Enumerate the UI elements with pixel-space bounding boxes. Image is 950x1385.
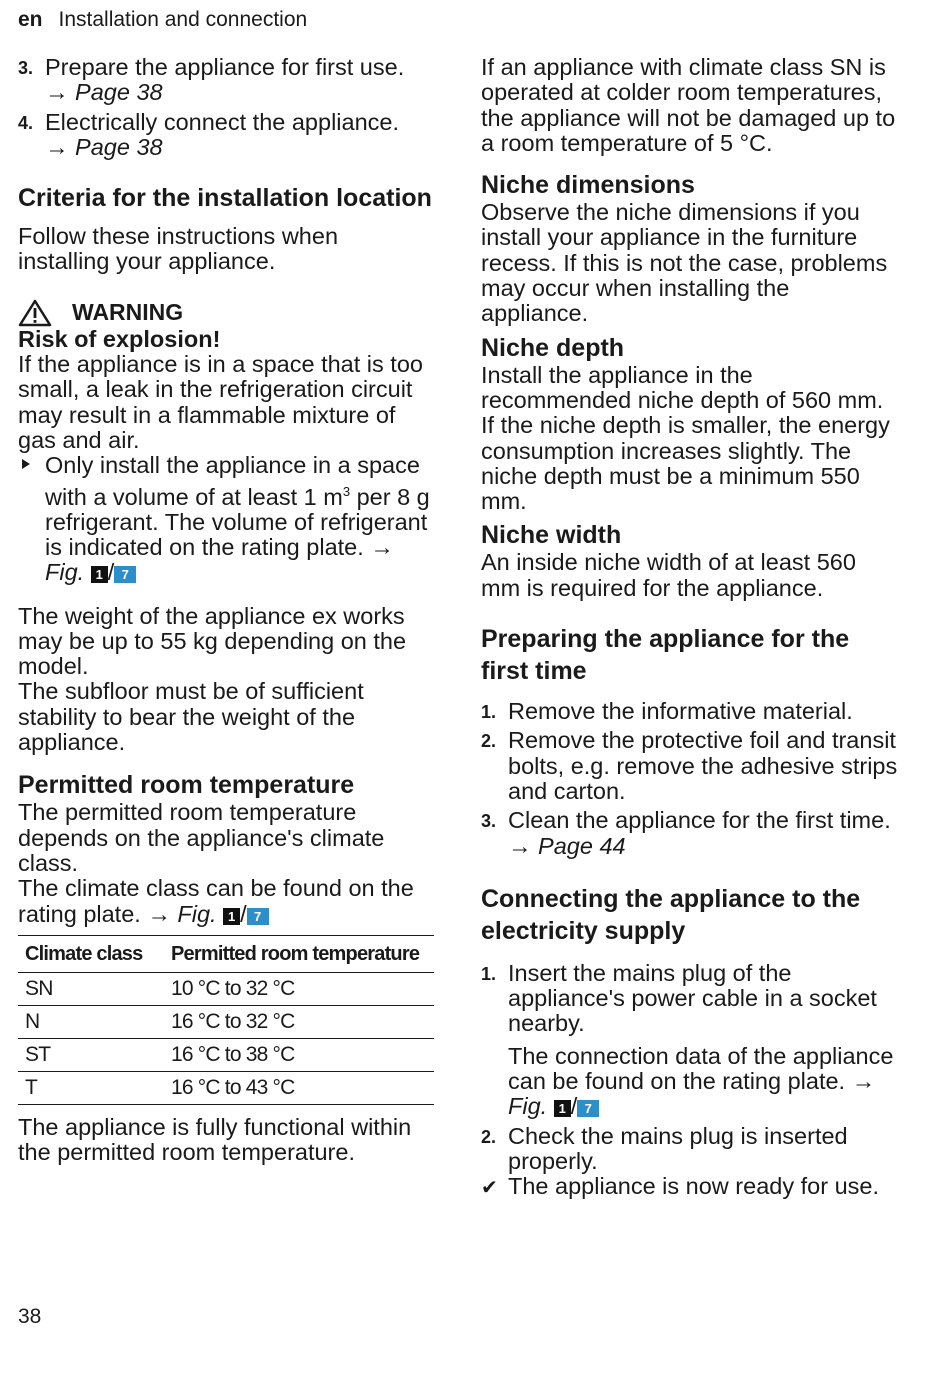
criteria-heading: Criteria for the installation location: [18, 184, 432, 213]
niche-width-heading: Niche width: [481, 521, 622, 550]
niche-depth-text: If the niche depth is smaller, the energy consumption increases slightly. The niche depth must be a minimum 550 mm.: [481, 412, 890, 515]
temperature-heading: Permitted room temperature: [18, 771, 355, 800]
arrow-icon: →: [147, 900, 171, 927]
bullet-icon: [22, 459, 30, 469]
figure-7-badge[interactable]: 7: [577, 1100, 599, 1117]
niche-depth-text: Install the appliance in the recommended niche depth of 560 mm.: [481, 361, 884, 413]
climate-sn-text: If an appliance with climate class SN is operated at colder room temperatures, the appliance will not be damaged up to a room temperature of 5 °C.: [481, 54, 896, 156]
continued-steps: [18, 55, 434, 160]
table-row: ST 16 °C to 38 °C: [18, 1038, 434, 1071]
page-number: 38: [18, 1305, 42, 1328]
arrow-icon: →: [851, 1068, 876, 1095]
page-reference[interactable]: Page 38: [75, 79, 163, 106]
warning-text: If the appliance is in a space that is too small, a leak in the refrigeration circuit may result in a flammable mixture of gas and air.: [18, 351, 423, 453]
page-header: [18, 8, 307, 32]
list-item: 3. Prepare the appliance for first use. → Page 38: [18, 54, 405, 106]
preparing-steps: [481, 699, 901, 859]
climate-class-table: [18, 935, 434, 1105]
section-title: Installation and connection: [58, 8, 308, 31]
niche-dimensions-text: Observe the niche dimensions if you install your appliance in the furniture recess. If this is not the case, problems may occur when installing the appliance.: [481, 199, 888, 327]
niche-depth-heading: Niche depth: [481, 333, 625, 362]
arrow-icon: →: [45, 133, 69, 160]
temperature-text: The climate class can be found on the rating plate. → Fig. 1 / 7: [18, 875, 414, 927]
column-header: Permitted room temperature: [164, 935, 434, 972]
connecting-heading: Connecting the appliance to the electricity supply: [481, 884, 861, 945]
figure-1-badge[interactable]: 1: [554, 1100, 571, 1117]
figure-reference[interactable]: Fig.: [508, 1093, 548, 1120]
preparing-heading: Preparing the appliance for the first time: [481, 625, 850, 686]
figure-1-badge[interactable]: 1: [91, 566, 108, 583]
table-row: T 16 °C to 43 °C: [18, 1071, 434, 1104]
column-header: Climate class: [18, 935, 164, 972]
arrow-icon: →: [370, 533, 394, 560]
temperature-text: The permitted room temperature depends on the appliance's climate class.: [18, 799, 385, 876]
figure-7-badge[interactable]: 7: [247, 908, 269, 925]
language-code: en: [18, 8, 43, 31]
weight-text: The weight of the appliance ex works may be up to 55 kg depending on the model.: [18, 602, 407, 680]
result-item: ✔ The appliance is now ready for use.: [481, 1174, 901, 1199]
warning-label: WARNING: [72, 299, 184, 326]
warning-title: Risk of explosion!: [18, 325, 221, 352]
arrow-icon: →: [45, 79, 69, 106]
niche-dimensions-heading: Niche dimensions: [481, 171, 695, 200]
criteria-intro: Follow these instructions when installing your appliance.: [18, 223, 339, 275]
table-row: N 16 °C to 32 °C: [18, 1005, 434, 1038]
warning-box: [18, 299, 434, 586]
arrow-icon: →: [508, 832, 532, 859]
figure-reference[interactable]: Fig.: [177, 900, 217, 927]
figure-7-badge[interactable]: 7: [114, 566, 136, 583]
functional-text: The appliance is fully functional within the permitted room temperature.: [18, 1113, 412, 1166]
list-item: 1. Remove the informative material.: [481, 698, 853, 725]
table-header-row: [18, 935, 434, 972]
list-item: 1. Insert the mains plug of the appliance's power cable in a socket nearby.: [481, 959, 877, 1037]
page-reference[interactable]: Page 38: [75, 133, 163, 160]
list-item-note: The connection data of the appliance can be found on the rating plate. → Fig. 1 / 7: [508, 1042, 894, 1120]
connecting-steps: [481, 961, 901, 1200]
warning-instruction: Only install the appliance in a space with a volume of at least 1 $m^3$ per 8 g refrigerant. The volume of refrigerant is indicated on the rating plate. → Fig. 1 / 7: [18, 453, 434, 585]
list-item: 4. Electrically connect the appliance. → Page 38: [18, 108, 400, 160]
list-item: 3. Clean the appliance for the first time. → Page 44: [481, 807, 891, 859]
checkmark-icon: ✔: [481, 1177, 498, 1200]
subfloor-text: The subfloor must be of sufficient stability to bear the weight of the appliance.: [18, 678, 364, 756]
niche-width-text: An inside niche width of at least 560 mm is required for the appliance.: [481, 549, 856, 601]
right-column: [481, 55, 901, 1200]
list-item: 2. Remove the protective foil and transit bolts, e.g. remove the adhesive strips and carton.: [481, 727, 898, 804]
list-item: 2. Check the mains plug is inserted properly.: [481, 1122, 848, 1174]
figure-1-badge[interactable]: 1: [223, 908, 240, 925]
page-reference[interactable]: Page 44: [538, 832, 626, 859]
table-row: SN 10 °C to 32 °C: [18, 972, 434, 1005]
left-column: [18, 55, 434, 1165]
warning-icon: [18, 299, 52, 327]
figure-reference[interactable]: Fig.: [45, 559, 85, 586]
